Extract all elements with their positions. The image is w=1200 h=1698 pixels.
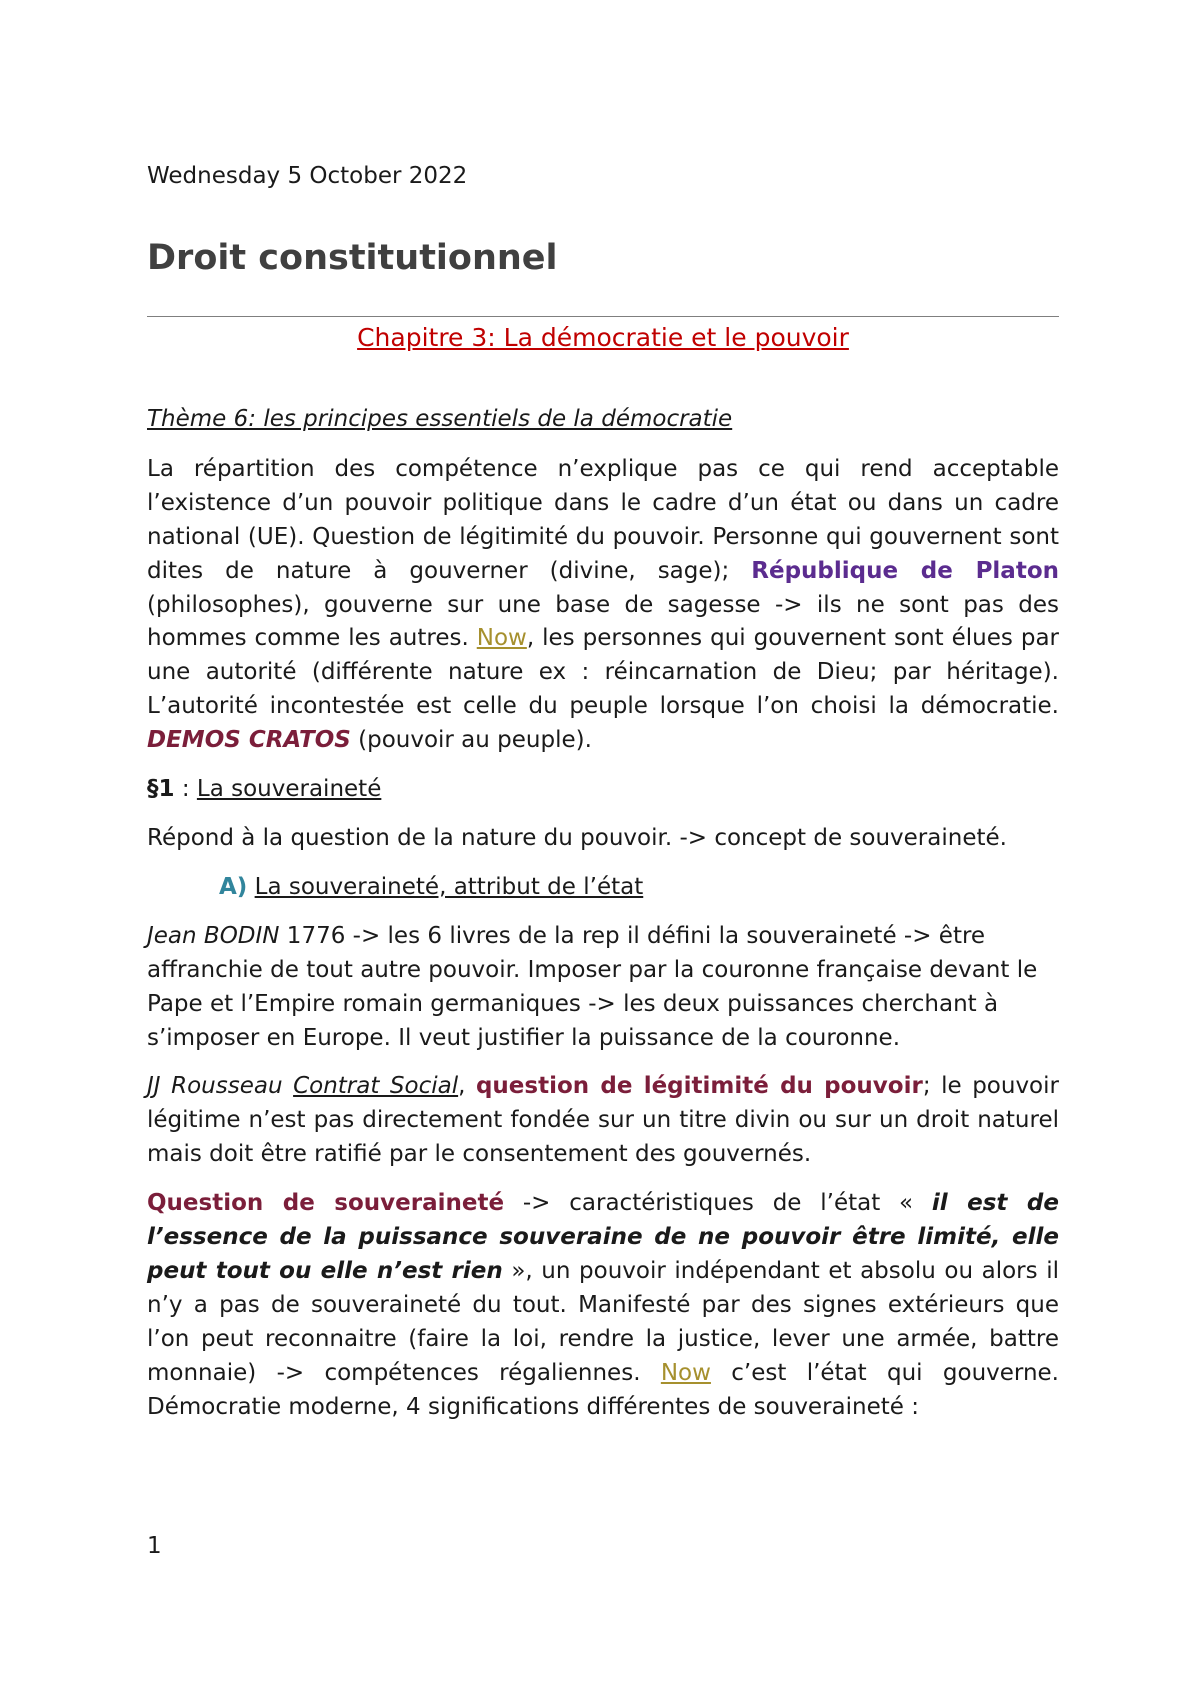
work-contrat-social: Contrat Social	[293, 1073, 459, 1100]
legitimacy-highlight: question de légitimité du pouvoir	[475, 1073, 923, 1100]
section-separator: :	[174, 776, 197, 803]
now-highlight: Now	[660, 1359, 711, 1386]
section-heading	[147, 773, 1059, 807]
section-title: La souveraineté	[196, 776, 382, 803]
title-divider	[147, 316, 1059, 317]
subsection-heading	[147, 871, 1059, 905]
republique-platon-highlight: République de Platon	[751, 557, 1060, 584]
document-title: Droit constitutionnel	[147, 238, 558, 278]
text-run: (pouvoir au peuple).	[350, 727, 592, 754]
author-bodin: Jean BODIN	[147, 922, 280, 949]
text-run	[283, 1073, 294, 1099]
subsection-letter: A)	[219, 873, 248, 900]
subsection-title: La souveraineté, attribut de l’état	[254, 873, 644, 900]
sovereignty-highlight: Question de souveraineté	[147, 1190, 505, 1217]
page-number: 1	[147, 1533, 162, 1559]
text-run: -> caractéristiques de l’état «	[504, 1190, 932, 1217]
document-date: Wednesday 5 October 2022	[147, 163, 468, 189]
text-run: La répartition des compétence n’explique pas ce qui rend acceptable l’existence d’un pouvoir politique dans le cadre d’un état ou dans un cadre national (UE). Question de légitimité du pouvoir. Personne qui gouvernent sont dites de nature à gouverner (divine, sage);	[147, 455, 1059, 584]
document-body	[147, 403, 1059, 1439]
text-run: ,	[458, 1073, 476, 1100]
paragraph-intro	[147, 453, 1059, 758]
text-run: c’est l’état qui gouverne. Démocratie moderne, 4 significations différentes de souveraineté :	[147, 1359, 1059, 1420]
text-run: », un pouvoir indépendant et absolu ou alors il n’y a pas de souveraineté du tout. Manifesté par des signes extérieurs que l’on peut reconnaitre (faire la loi, rendre la justice, lever une armée, battre monnaie) -> compétences régaliennes.	[147, 1257, 1059, 1386]
bodin-quote: il est de l’essence de la puissance souveraine de ne pouvoir être limité, elle peut tout ou elle n’est rien	[147, 1190, 1059, 1284]
demos-cratos-highlight: DEMOS CRATOS	[147, 727, 351, 754]
chapter-heading: Chapitre 3: La démocratie et le pouvoir	[357, 323, 849, 352]
author-rousseau: JJ Rousseau	[147, 1073, 283, 1100]
now-highlight: Now	[476, 625, 527, 652]
text-run: (philosophes), gouverne sur une base de sagesse -> ils ne sont pas des hommes comme les autres.	[147, 591, 1059, 652]
theme-heading: Thème 6: les principes essentiels de la démocratie	[147, 406, 733, 432]
paragraph-rousseau	[147, 1070, 1059, 1172]
document-page	[147, 0, 1059, 1698]
paragraph-souverainete	[147, 1187, 1059, 1424]
paragraph-nature: Répond à la question de la nature du pouvoir. -> concept de souveraineté.	[147, 824, 1007, 851]
paragraph-bodin	[147, 920, 1059, 1056]
section-number: §1	[147, 776, 175, 803]
text-run: , les personnes qui gouvernent sont élues par une autorité (différente nature ex : réincarnation de Dieu; par héritage). L’autorité incontestée est celle du peuple lorsque l’on choisi la démocratie.	[147, 625, 1059, 720]
text-run: 1776 -> les 6 livres de la rep il défini la souveraineté -> être affranchie de tout autre pouvoir. Imposer par la couronne française devant le Pape et l’Empire romain germaniques -> les deux puissances cherchant à s’imposer en Europe. Il veut justifier la puissance de la couronne.	[147, 922, 1038, 1051]
text-run: ; le pouvoir légitime n’est pas directement fondée sur un titre divin ou sur un droit naturel mais doit être ratifié par le consentement des gouvernés.	[147, 1073, 1059, 1168]
